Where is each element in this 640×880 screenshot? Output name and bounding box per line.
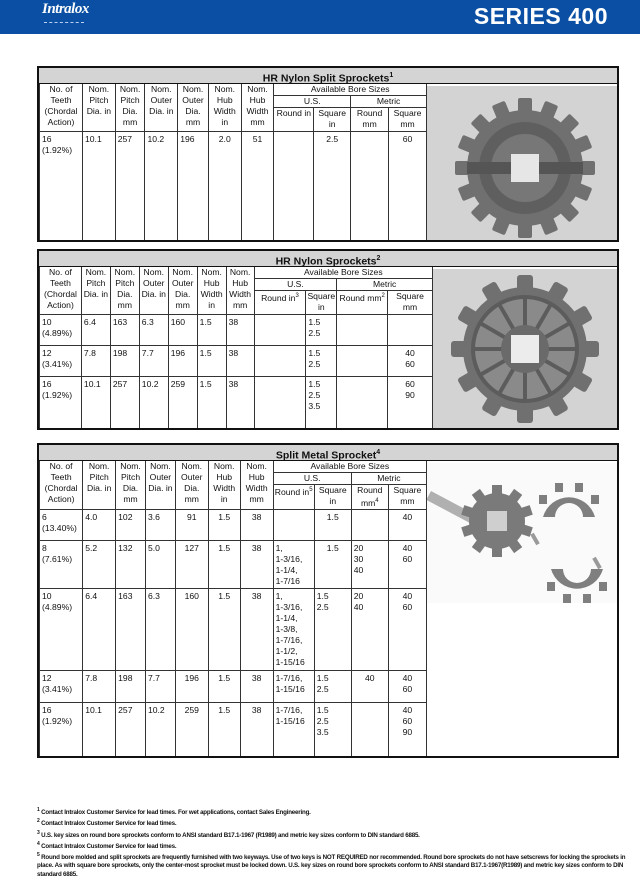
col-us-square: Square in	[314, 485, 351, 510]
section-title: HR Nylon Split Sprockets$^1$	[39, 68, 617, 84]
col-pitch-mm: Nom. Pitch Dia. mm	[115, 84, 145, 132]
intralox-logo: Intralox	[42, 1, 89, 17]
col-metric-square: Square mm	[389, 108, 427, 132]
col-hub-mm: Nom. Hub Width mm	[241, 84, 274, 132]
bore-header: Available Bore Sizes	[273, 461, 426, 473]
col-teeth: No. of Teeth (Chordal Action)	[40, 461, 83, 509]
footnote-2: $^2$ Contact Intralox Customer Service for lead times.	[37, 818, 177, 828]
us-header: U.S.	[274, 96, 351, 108]
col-outer-in: Nom. Outer Dia. in	[139, 267, 168, 315]
col-hub-in: Nom. Hub Width in	[208, 461, 240, 509]
col-teeth: No. of Teeth (Chordal Action)	[40, 84, 83, 132]
section-title: Split Metal Sprocket$^4$	[39, 445, 617, 461]
table-row: 8 (7.61%) 5.2 132 5.0 127 1.5 38 1, 1-3/16, 1-1/4, 1-7/16 1.5 20 30 40 40 60	[40, 540, 427, 588]
col-pitch-mm: Nom. Pitch Dia. mm	[110, 267, 139, 315]
table-row: 10 (4.89%) 6.4 163 6.3 160 1.5 38 1, 1-3/16, 1-1/4, 1-3/8, 1-7/16, 1-1/2, 1-15/16 1.5 2.5 20 40 40 60	[40, 588, 427, 670]
col-pitch-in: Nom. Pitch Dia. in	[83, 84, 116, 132]
col-us-square: Square in	[306, 291, 337, 315]
spec-table	[39, 267, 433, 428]
col-us-round: Round $in^3$	[254, 291, 306, 315]
col-pitch-mm: Nom. Pitch Dia. mm	[116, 461, 146, 509]
logo-underline	[44, 17, 84, 23]
section-hr-nylon-split-sprockets	[37, 66, 619, 242]
split-sprocket-photo	[427, 86, 617, 240]
spec-table	[39, 461, 427, 756]
us-header: U.S.	[273, 473, 351, 485]
metric-header: Metric	[351, 96, 427, 108]
col-pitch-in: Nom. Pitch Dia. in	[83, 461, 116, 509]
footnote-4: $^4$ Contact Intralox Customer Service for lead times.	[37, 840, 177, 850]
col-outer-mm: Nom. Outer Dia. mm	[175, 461, 208, 509]
footnote-1: $^1$ Contact Intralox Customer Service for lead times. For wet applications, contact Sales Engineering.	[37, 807, 311, 817]
col-hub-in: Nom. Hub Width in	[208, 84, 241, 132]
footnote-5: $^5$ Round bore molded and split sprockets are frequently furnished with two keyways. Use of two keys is NOT REQUIRED nor recommended. Round bore sprockets do not have setscrews for locking the sprockets in place. As with square bore sprockets, only the center-most sprocket must be locked down. U.S. key sizes on round bore sprockets conform to ANSI standard B17.1-1967(R1989) and metric key sizes conform to DIN standard 6885.	[37, 852, 626, 878]
section-hr-nylon-sprockets	[37, 249, 619, 430]
col-us-round: Round in	[274, 108, 314, 132]
table-row: 12 (3.41%) 7.8 198 7.7 196 1.5 38 1-7/16, 1-15/16 1.5 2.5 40 40 60	[40, 670, 427, 702]
table-row: 12 (3.41%) 7.8 198 7.7 196 1.5 38 1.5 2.5 40 60	[40, 346, 433, 377]
col-hub-mm: Nom. Hub Width mm	[226, 267, 254, 315]
col-teeth: No. of Teeth (Chordal Action)	[40, 267, 82, 315]
footnote-3: $^3$ U.S. key sizes on round bore sprockets conform to ANSI standard B17.1-1967 (R1989) and metric key sizes conform to DIN standard 6885.	[37, 829, 420, 839]
table-row: 16 (1.92%) 10.1 257 10.2 259 1.5 38 1-7/16, 1-15/16 1.5 2.5 3.5 40 60 90	[40, 702, 427, 756]
bore-header: Available Bore Sizes	[254, 267, 432, 279]
table-row: 16 (1.92%) 10.1 257 10.2 259 1.5 38 1.5 2.5 3.5 60 90	[40, 377, 433, 429]
col-metric-square: Square mm	[388, 291, 433, 315]
split-metal-sprocket-photo	[427, 463, 617, 603]
col-metric-round: Round $mm^2$	[337, 291, 388, 315]
spec-table	[39, 84, 427, 240]
nylon-sprocket-photo	[433, 269, 617, 428]
col-outer-in: Nom. Outer Dia. in	[145, 461, 175, 509]
col-metric-round: Round mm	[351, 108, 389, 132]
bore-header: Available Bore Sizes	[274, 84, 427, 96]
col-hub-in: Nom. Hub Width in	[197, 267, 226, 315]
col-outer-mm: Nom. Outer Dia. mm	[178, 84, 209, 132]
metric-header: Metric	[337, 279, 433, 291]
footnotes	[37, 806, 627, 879]
table-row: 6 (13.40%) 4.0 102 3.6 91 1.5 38 1.5 40	[40, 509, 427, 540]
metric-header: Metric	[351, 473, 426, 485]
col-pitch-in: Nom. Pitch Dia. in	[81, 267, 110, 315]
col-outer-mm: Nom. Outer Dia. mm	[168, 267, 197, 315]
table-row: 10 (4.89%) 6.4 163 6.3 160 1.5 38 1.5 2.5	[40, 315, 433, 346]
col-us-square: Square in	[314, 108, 351, 132]
us-header: U.S.	[254, 279, 337, 291]
table-row: 16 (1.92%) 10.1 257 10.2 196 2.0 51 2.5 60	[40, 132, 427, 241]
col-metric-square: Square mm	[388, 485, 426, 510]
col-hub-mm: Nom. Hub Width mm	[240, 461, 273, 509]
page-header	[0, 0, 640, 34]
col-metric-round: Round $mm^4$	[351, 485, 388, 510]
col-us-round: Round $in^5$	[273, 485, 314, 510]
section-split-metal-sprocket	[37, 443, 619, 758]
section-title: HR Nylon Sprockets$^2$	[39, 251, 617, 267]
col-outer-in: Nom. Outer Dia. in	[145, 84, 178, 132]
series-title: SERIES 400	[473, 3, 608, 29]
